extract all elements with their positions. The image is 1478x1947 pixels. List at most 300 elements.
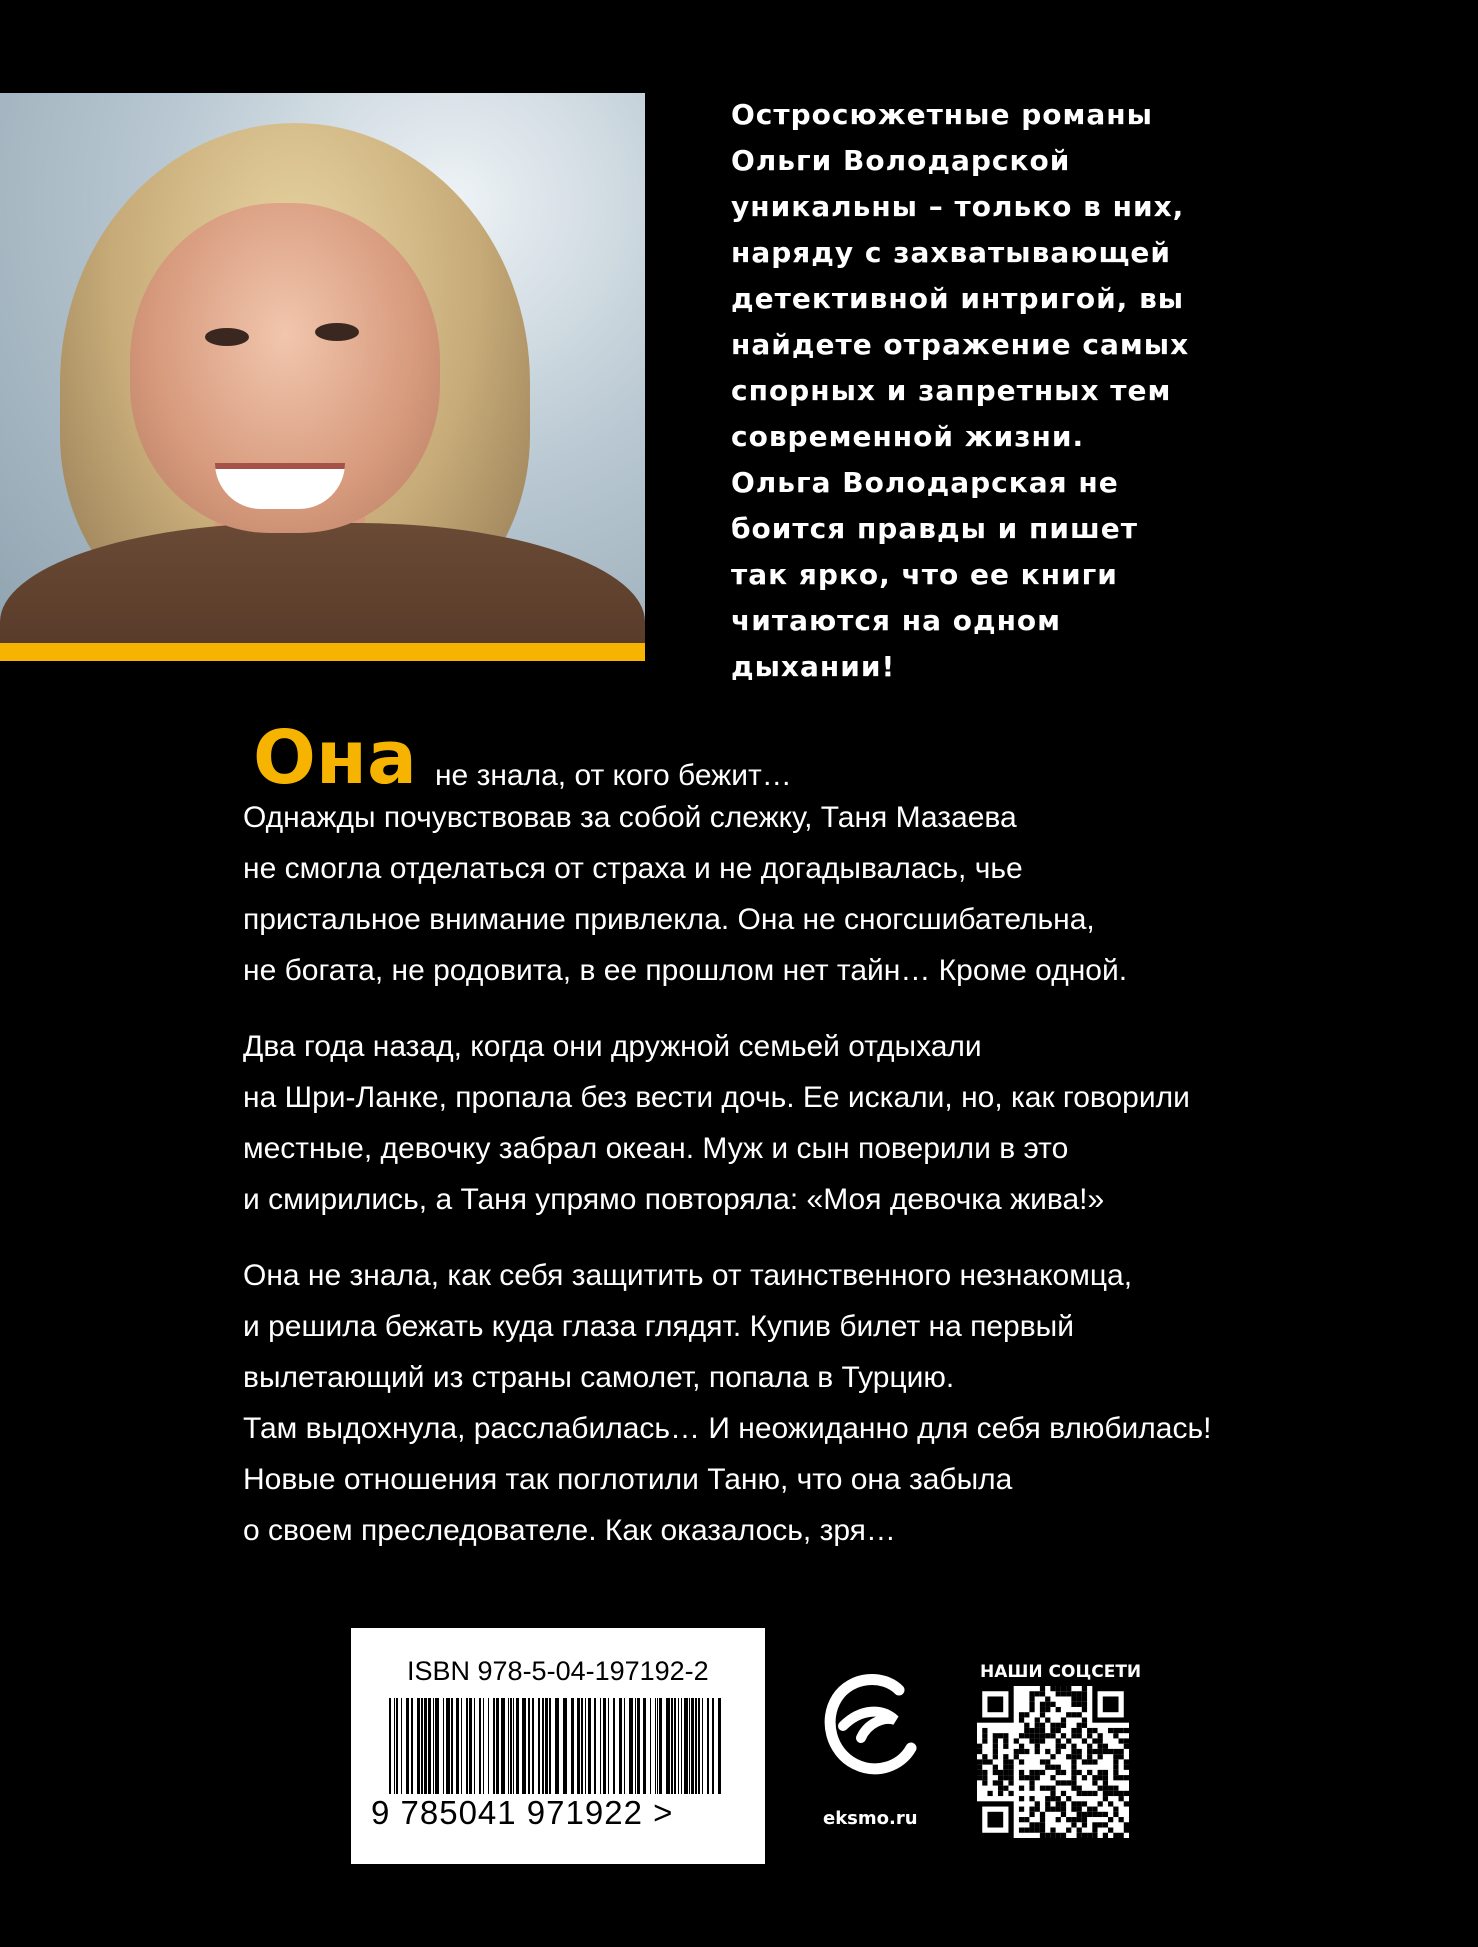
qr-module <box>1108 1801 1113 1806</box>
qr-module <box>1098 1822 1103 1827</box>
qr-module <box>1124 1822 1129 1827</box>
qr-module <box>1019 1786 1024 1791</box>
qr-module <box>1045 1717 1050 1722</box>
qr-module <box>977 1744 982 1749</box>
qr-module <box>1035 1744 1040 1749</box>
qr-module <box>1103 1791 1108 1796</box>
qr-module <box>1119 1796 1124 1801</box>
qr-module <box>982 1775 987 1780</box>
barcode-bar <box>446 1698 450 1794</box>
qr-module <box>1056 1728 1061 1733</box>
barcode-bar <box>563 1698 567 1794</box>
qr-module <box>1124 1801 1129 1806</box>
qr-module <box>1098 1770 1103 1775</box>
qr-module <box>1045 1759 1050 1764</box>
barcode-bar <box>549 1698 551 1794</box>
qr-module <box>1103 1796 1108 1801</box>
qr-module <box>1071 1728 1076 1733</box>
qr-module <box>1071 1786 1076 1791</box>
qr-module <box>1082 1707 1087 1712</box>
annotation-line: вылетающий из страны самолет, попала в Турцию. <box>243 1361 955 1394</box>
qr-module <box>1061 1691 1066 1696</box>
barcode-bar <box>461 1698 462 1794</box>
qr-module <box>1066 1796 1071 1801</box>
qr-module <box>1119 1749 1124 1754</box>
blurb-line: найдете отражение самых <box>731 328 1190 361</box>
qr-module <box>1056 1833 1061 1838</box>
qr-module <box>1056 1749 1061 1754</box>
qr-module <box>993 1749 998 1754</box>
qr-module <box>1124 1728 1129 1733</box>
qr-module <box>1082 1833 1087 1838</box>
qr-module <box>1003 1733 1008 1738</box>
qr-module <box>1035 1723 1040 1728</box>
qr-module <box>1050 1775 1055 1780</box>
qr-module <box>1035 1738 1040 1743</box>
annotation-line: местные, девочку забрал океан. Муж и сын поверили в это <box>243 1132 1069 1165</box>
qr-module <box>1082 1759 1087 1764</box>
qr-module <box>1019 1744 1024 1749</box>
qr-module <box>1035 1717 1040 1722</box>
barcode-bar <box>707 1698 709 1794</box>
qr-module <box>1071 1744 1076 1749</box>
barcode-bar <box>585 1698 586 1794</box>
qr-module <box>998 1786 1003 1791</box>
qr-module <box>1050 1807 1055 1812</box>
qr-finder <box>987 1812 1003 1828</box>
qr-module <box>1103 1775 1108 1780</box>
qr-module <box>1050 1828 1055 1833</box>
qr-module <box>1014 1754 1019 1759</box>
qr-module <box>1108 1749 1113 1754</box>
barcode-bar <box>629 1698 633 1794</box>
qr-module <box>1003 1770 1008 1775</box>
qr-module <box>1077 1812 1082 1817</box>
barcode-bar <box>522 1698 526 1794</box>
barcode-bar <box>528 1698 530 1794</box>
qr-module <box>1087 1770 1092 1775</box>
qr-module <box>1082 1686 1087 1691</box>
qr-module <box>1029 1707 1034 1712</box>
qr-module <box>1071 1749 1076 1754</box>
qr-module <box>1103 1822 1108 1827</box>
qr-module <box>1087 1733 1092 1738</box>
ean-digits: 9 785041 971922 > <box>371 1794 674 1831</box>
qr-module <box>1066 1691 1071 1696</box>
qr-module <box>1035 1733 1040 1738</box>
qr-module <box>1045 1765 1050 1770</box>
qr-module <box>1029 1822 1034 1827</box>
qr-module <box>1003 1738 1008 1743</box>
qr-module <box>1092 1780 1097 1785</box>
qr-module <box>1077 1749 1082 1754</box>
qr-module <box>1019 1749 1024 1754</box>
qr-module <box>1056 1801 1061 1806</box>
qr-module <box>1019 1828 1024 1833</box>
qr-module <box>1056 1770 1061 1775</box>
qr-module <box>1045 1749 1050 1754</box>
barcode-bar <box>608 1698 609 1794</box>
qr-module <box>1061 1770 1066 1775</box>
qr-module <box>1045 1807 1050 1812</box>
photo-eye-right <box>315 323 359 341</box>
barcode-bar <box>451 1698 453 1794</box>
qr-module <box>1119 1738 1124 1743</box>
barcode-bar <box>424 1698 427 1794</box>
barcode-bar <box>698 1698 700 1794</box>
qr-module <box>1003 1786 1008 1791</box>
qr-module <box>1035 1801 1040 1806</box>
qr-module <box>1082 1723 1087 1728</box>
qr-module <box>1071 1807 1076 1812</box>
barcode-bar <box>394 1698 395 1794</box>
qr-module <box>1108 1817 1113 1822</box>
qr-module <box>1087 1807 1092 1812</box>
publisher-url[interactable]: eksmo.ru <box>823 1808 918 1829</box>
qr-module <box>1082 1812 1087 1817</box>
barcode-bar <box>635 1698 636 1794</box>
qr-module <box>1056 1796 1061 1801</box>
qr-module <box>1077 1728 1082 1733</box>
qr-module <box>1024 1712 1029 1717</box>
barcode-bar <box>516 1698 519 1794</box>
qr-module <box>1071 1696 1076 1701</box>
qr-module <box>1061 1791 1066 1796</box>
qr-module <box>1040 1770 1045 1775</box>
qr-module <box>1108 1728 1113 1733</box>
qr-module <box>1108 1791 1113 1796</box>
barcode-bar <box>433 1698 434 1794</box>
annotation-line: Она не знала, как себя защитить от таинственного незнакомца, <box>243 1259 1133 1292</box>
barcode-bar <box>411 1698 413 1794</box>
qr-module <box>1087 1791 1092 1796</box>
qr-module <box>1103 1744 1108 1749</box>
isbn-barcode <box>351 1628 765 1864</box>
qr-module <box>1056 1780 1061 1785</box>
qr-module <box>1077 1801 1082 1806</box>
qr-module <box>1019 1712 1024 1717</box>
qr-module <box>982 1754 987 1759</box>
barcode-bar <box>600 1698 601 1794</box>
qr-module <box>1071 1780 1076 1785</box>
qr-module <box>1124 1759 1129 1764</box>
qr-module <box>1029 1691 1034 1696</box>
qr-module <box>993 1733 998 1738</box>
qr-module <box>1040 1759 1045 1764</box>
qr-module <box>1087 1812 1092 1817</box>
qr-module <box>1040 1728 1045 1733</box>
barcode-bar <box>712 1698 714 1794</box>
annotation-paragraph-2 <box>243 1021 1283 1225</box>
qr-module <box>1056 1738 1061 1743</box>
qr-module <box>993 1738 998 1743</box>
qr-module <box>1061 1733 1066 1738</box>
qr-module <box>1056 1817 1061 1822</box>
barcode-bar <box>479 1698 481 1794</box>
qr-module <box>1119 1754 1124 1759</box>
barcode-bar <box>643 1698 646 1794</box>
qr-module <box>1029 1812 1034 1817</box>
qr-module <box>1056 1723 1061 1728</box>
qr-module <box>1071 1702 1076 1707</box>
annotation-line: и решила бежать куда глаза глядят. Купив билет на первый <box>243 1310 1074 1343</box>
qr-module <box>993 1765 998 1770</box>
qr-module <box>1035 1822 1040 1827</box>
qr-module <box>1056 1807 1061 1812</box>
barcode-bar <box>396 1698 398 1794</box>
qr-module <box>1087 1749 1092 1754</box>
qr-module <box>1124 1828 1129 1833</box>
qr-module <box>1071 1733 1076 1738</box>
isbn-label: ISBN 978-5-04-197192-2 <box>407 1656 709 1686</box>
annotation-line: не знала, от кого бежит… <box>434 759 792 792</box>
qr-module <box>1035 1807 1040 1812</box>
barcode-bar <box>443 1698 444 1794</box>
qr-module <box>1029 1738 1034 1743</box>
qr-module <box>1103 1812 1108 1817</box>
qr-module <box>1024 1828 1029 1833</box>
barcode-bar <box>406 1698 409 1794</box>
qr-module <box>1066 1686 1071 1691</box>
qr-module <box>1045 1796 1050 1801</box>
qr-module <box>1019 1733 1024 1738</box>
annotation-paragraph-1 <box>243 715 1283 996</box>
annotation-line: о своем преследователе. Как оказалось, зря… <box>243 1514 896 1547</box>
qr-module <box>982 1759 987 1764</box>
qr-module <box>1066 1780 1071 1785</box>
qr-module <box>1124 1738 1129 1743</box>
qr-module <box>1082 1696 1087 1701</box>
barcode-bar <box>456 1698 459 1794</box>
qr-module <box>1108 1828 1113 1833</box>
qr-module <box>1050 1791 1055 1796</box>
qr-module <box>1061 1780 1066 1785</box>
qr-module <box>1082 1817 1087 1822</box>
qr-module <box>1035 1775 1040 1780</box>
qr-module <box>1066 1817 1071 1822</box>
qr-module <box>1087 1759 1092 1764</box>
qr-module <box>998 1775 1003 1780</box>
qr-module <box>1024 1733 1029 1738</box>
barcode-bar <box>666 1698 670 1794</box>
qr-module <box>1040 1733 1045 1738</box>
qr-module <box>1066 1712 1071 1717</box>
barcode-bar <box>435 1698 439 1794</box>
qr-code-icon[interactable] <box>977 1686 1129 1838</box>
qr-module <box>982 1780 987 1785</box>
barcode-bar <box>501 1698 505 1794</box>
qr-module <box>1024 1723 1029 1728</box>
blurb-line: современной жизни. <box>731 420 1085 453</box>
qr-module <box>1098 1775 1103 1780</box>
qr-module <box>977 1775 982 1780</box>
qr-module <box>1019 1775 1024 1780</box>
qr-module <box>1077 1786 1082 1791</box>
qr-module <box>1029 1770 1034 1775</box>
qr-module <box>1077 1723 1082 1728</box>
qr-module <box>1113 1749 1118 1754</box>
qr-module <box>1019 1796 1024 1801</box>
qr-module <box>1040 1817 1045 1822</box>
qr-module <box>1003 1759 1008 1764</box>
qr-module <box>1066 1754 1071 1759</box>
qr-module <box>993 1754 998 1759</box>
qr-module <box>1019 1717 1024 1722</box>
qr-module <box>1098 1754 1103 1759</box>
barcode-bar <box>469 1698 472 1794</box>
qr-module <box>1087 1833 1092 1838</box>
qr-module <box>1003 1775 1008 1780</box>
qr-module <box>1061 1812 1066 1817</box>
blurb-line: спорных и запретных тем <box>731 374 1172 407</box>
qr-module <box>1092 1728 1097 1733</box>
barcode-bar <box>421 1698 423 1794</box>
blurb-line: Остросюжетные романы <box>731 98 1153 131</box>
barcode-bar <box>474 1698 475 1794</box>
qr-module <box>1040 1686 1045 1691</box>
annotation-line: Там выдохнула, расслабилась… И неожиданно для себя влюбилась! <box>243 1412 1212 1445</box>
annotation-first-line <box>243 715 1283 801</box>
qr-module <box>1077 1791 1082 1796</box>
qr-module <box>1003 1754 1008 1759</box>
qr-module <box>1071 1712 1076 1717</box>
qr-module <box>1035 1770 1040 1775</box>
barcode-bar <box>619 1698 622 1794</box>
barcode-bar <box>545 1698 548 1794</box>
qr-module <box>1040 1828 1045 1833</box>
blurb-line: читаются на одном <box>731 604 1062 637</box>
book-annotation <box>243 715 1283 1581</box>
eksmo-logo-icon <box>821 1668 921 1778</box>
qr-module <box>1066 1828 1071 1833</box>
qr-module <box>977 1749 982 1754</box>
barcode-bar <box>488 1698 489 1794</box>
qr-module <box>1071 1765 1076 1770</box>
qr-module <box>1035 1828 1040 1833</box>
qr-module <box>1040 1833 1045 1838</box>
qr-module <box>1103 1770 1108 1775</box>
qr-module <box>987 1759 992 1764</box>
qr-module <box>1040 1691 1045 1696</box>
qr-module <box>1071 1770 1076 1775</box>
barcode-bar <box>695 1698 697 1794</box>
qr-module <box>1029 1702 1034 1707</box>
qr-module <box>1029 1786 1034 1791</box>
blurb-line: дыхании! <box>731 650 896 683</box>
qr-module <box>1061 1744 1066 1749</box>
barcode-bar <box>650 1698 651 1794</box>
qr-module <box>1050 1728 1055 1733</box>
qr-module <box>982 1770 987 1775</box>
qr-module <box>1113 1728 1118 1733</box>
qr-module <box>1040 1822 1045 1827</box>
annotation-line: Новые отношения так поглотили Таню, что она забыла <box>243 1463 1013 1496</box>
qr-module <box>1019 1770 1024 1775</box>
qr-module <box>1092 1775 1097 1780</box>
qr-module <box>977 1759 982 1764</box>
social-title: НАШИ СОЦСЕТИ <box>980 1662 1142 1682</box>
qr-module <box>1056 1707 1061 1712</box>
qr-module <box>1029 1828 1034 1833</box>
barcode-bar <box>624 1698 625 1794</box>
lead-word: Она <box>253 715 417 801</box>
qr-module <box>1045 1833 1050 1838</box>
barcode-bar <box>613 1698 615 1794</box>
qr-module <box>1029 1796 1034 1801</box>
qr-module <box>1071 1822 1076 1827</box>
barcode-bar <box>588 1698 591 1794</box>
barcode-bar <box>674 1698 676 1794</box>
barcode-bar <box>417 1698 420 1794</box>
barcode-bar <box>513 1698 514 1794</box>
qr-module <box>1029 1728 1034 1733</box>
qr-module <box>1061 1717 1066 1722</box>
qr-module <box>1098 1801 1103 1806</box>
annotation-line: и смирились, а Таня упрямо повторяла: «Моя девочка жива!» <box>243 1183 1105 1216</box>
qr-module <box>1056 1691 1061 1696</box>
qr-module <box>1035 1728 1040 1733</box>
qr-module <box>1087 1754 1092 1759</box>
qr-module <box>1113 1786 1118 1791</box>
qr-module <box>1098 1786 1103 1791</box>
annotation-line: Однажды почувствовав за собой слежку, Таня Мазаева <box>243 801 1017 834</box>
qr-module <box>1071 1817 1076 1822</box>
qr-module <box>982 1738 987 1743</box>
qr-module <box>1050 1733 1055 1738</box>
qr-module <box>1061 1686 1066 1691</box>
qr-module <box>1019 1817 1024 1822</box>
qr-module <box>1077 1770 1082 1775</box>
qr-module <box>1040 1738 1045 1743</box>
barcode-bar <box>542 1698 544 1794</box>
qr-module <box>1092 1833 1097 1838</box>
barcode-bar <box>684 1698 688 1794</box>
qr-module <box>1119 1728 1124 1733</box>
qr-module <box>1082 1691 1087 1696</box>
qr-module <box>1040 1712 1045 1717</box>
qr-module <box>1103 1780 1108 1785</box>
qr-module <box>982 1733 987 1738</box>
qr-module <box>1113 1754 1118 1759</box>
barcode-bar <box>581 1698 583 1794</box>
qr-module <box>1082 1738 1087 1743</box>
qr-module <box>1082 1791 1087 1796</box>
qr-module <box>1092 1759 1097 1764</box>
qr-module <box>1092 1822 1097 1827</box>
qr-module <box>1119 1791 1124 1796</box>
qr-module <box>1082 1822 1087 1827</box>
qr-module <box>977 1770 982 1775</box>
qr-module <box>1108 1786 1113 1791</box>
qr-module <box>1061 1833 1066 1838</box>
qr-module <box>1077 1828 1082 1833</box>
annotation-line: Два года назад, когда они дружной семьей отдыхали <box>243 1030 982 1063</box>
barcode-bar <box>538 1698 540 1794</box>
qr-module <box>1035 1749 1040 1754</box>
blurb-line: наряду с захватывающей <box>731 236 1172 269</box>
author-blurb <box>731 92 1431 690</box>
qr-finder <box>987 1696 1003 1712</box>
barcode-bar <box>689 1698 690 1794</box>
qr-module <box>1103 1786 1108 1791</box>
qr-module <box>998 1733 1003 1738</box>
qr-module <box>1092 1749 1097 1754</box>
qr-module <box>1029 1807 1034 1812</box>
qr-module <box>1024 1749 1029 1754</box>
qr-module <box>1040 1812 1045 1817</box>
annotation-paragraph-3 <box>243 1250 1283 1556</box>
qr-module <box>1029 1780 1034 1785</box>
